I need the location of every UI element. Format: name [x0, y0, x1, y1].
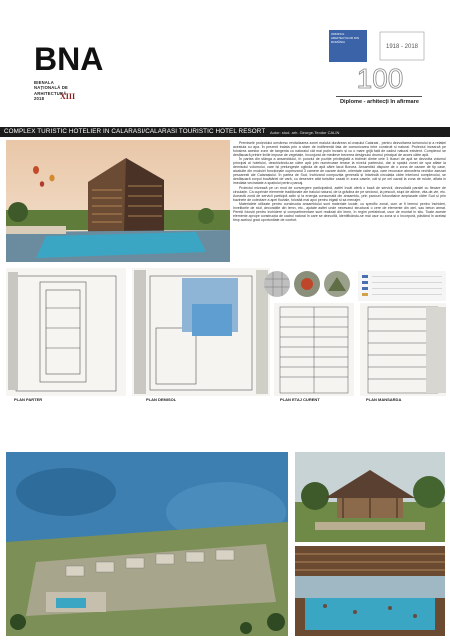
description-paragraph: Proiectul mizează pe un mod de convergere participativă, astfel încât oferă o bază de servicii, dezvoltată paralel cu fiecare de circulație. Ca cuprinde elemente tradiționale ale traiului natural, de la grădina de pe sectorul, la pescuit, stupi de albine, vita-de-vie, etc. Această zonă de servicii participă activ și la energia consumată din ansamblu, prin panouri fotovoltaice amplasate către Sud și prin bazinele de colectare a apei fluviale, folosită mai apoi pentru irigații și sa menajer.: [233, 185, 446, 202]
project-author: Autor: stud. arh. George-Teodor CALIN: [270, 129, 340, 135]
aerial-site-plan-image: [6, 452, 288, 636]
plan-parter-drawing: [6, 268, 126, 396]
plan-etaj-curent-drawing: [274, 303, 354, 396]
bna-logo-letters: BNA: [34, 41, 104, 77]
project-description: [233, 141, 446, 265]
hundred-mark: [345, 62, 415, 94]
oar-badge-text: ORDINUL ARHITECȚILOR DIN ROMÂNIA: [331, 32, 360, 44]
hotel-render-image: [6, 140, 230, 262]
centenar-text: 1918 - 2018: [385, 44, 419, 50]
project-title: COMPLEX TURISTIC HOTELIER IN CALARASI/CALARASI TOURISTIC HOTEL RESORT: [4, 128, 266, 135]
site-diagram-circle: [264, 271, 290, 297]
description-paragraph: Premisele proiectului urmăresc revitalizarea zonei malului dunărean al orașului Calarasi , pentru dezvoltarea turismului și a relației acestuia cu apa. În prezent traiata prin a stare de indiferență fata de comunicarea intre construit si natural. Proiectul incearcă pe folosirea acestor zone de tangenta cu naturalul cât mai puțin invaziv și cu o mare grijă față de cadrul natural existent. Complexul se desfășoară printre liniile impuse de vegetație, înconjurat de medieve trecerea designului drumul principal de acces către apă.: [233, 141, 446, 158]
svg-text:100: 100: [356, 63, 404, 94]
description-paragraph: În partea din stânga a ansamblului, în punctul de poziție privilegiată a tridimiri dintre cele 3 fluxuri de apă se dezvolta volumul principal al hotelului, deschizându-se către apă prin numeroase terase la nivelul parterului, dar și spațiul zonei de spa aflate la demisolul volumului, care își prelungește oglinda de apă către lacul Borcea. Ansamblul dispune de o zona de cazare de tip case, alcatuite din modulei funcționale cuprinzand 3 camere de cazare duble, orientate catre apa, care reconace atmosfera vechilor asezari pescaresti ale Calarașiului. În partea de Sud, închizand compoziția generală și întarindă circulația către interiorul complexului, se desfășoară corpul bucătăriei de vară, cu deservire atât turiștilor cazați în zona casele, cât și pe cei cazați la zona de rulote, aflata in imediata vecinatate a spațiului pentru parcaj.: [233, 157, 446, 186]
plan-label: PLAN DEMISOL: [146, 397, 177, 402]
header-divider: [336, 96, 422, 97]
description-paragraph: Materialele utilizate pentru construcția ansamblului sunt materiale locale, cu specific zonal, cum ar fi lemnul pentru închideri, învelitorile de stuf, decorațiile din lemn, etc., ajutate astfel unde necesarul structural o cere de elemente din oțel, sau beton armat. Pereții folosiți pentru închidere și compartimentare sunt realizați din lemn, în regim prefabricat, usor de montat in situ. Toate aceste elemente aprope construcția de cadrul natural în care se dezvoltă, identificându-se mai ușor cu zona și o încorporă, păstând în același timp aceluși grad oportunitate de confort.: [233, 201, 446, 222]
bna-edition: XIII: [60, 92, 76, 101]
plan-label: PLAN PARTER: [14, 397, 43, 402]
site-diagram-circle: [324, 271, 350, 297]
pavilion-render-image: [295, 452, 445, 542]
plan-demisol-drawing: [132, 268, 270, 396]
centenar-logo: [378, 30, 426, 62]
section-title: Diplome - arhitecți în afirmare: [340, 99, 419, 105]
plan-label: PLAN ETAJ CURENT: [280, 397, 320, 402]
indoor-pool-render-image: [295, 546, 445, 636]
bna-subtitle: BIENALA NAȚIONALĂ DE ARHITECTURĂ 2018: [34, 80, 69, 102]
plan-label: PLAN MANSARDA: [366, 397, 402, 402]
plan-mansarda-drawing: [360, 303, 446, 396]
legend-table: [358, 271, 446, 301]
site-diagram-circle: [294, 271, 320, 297]
